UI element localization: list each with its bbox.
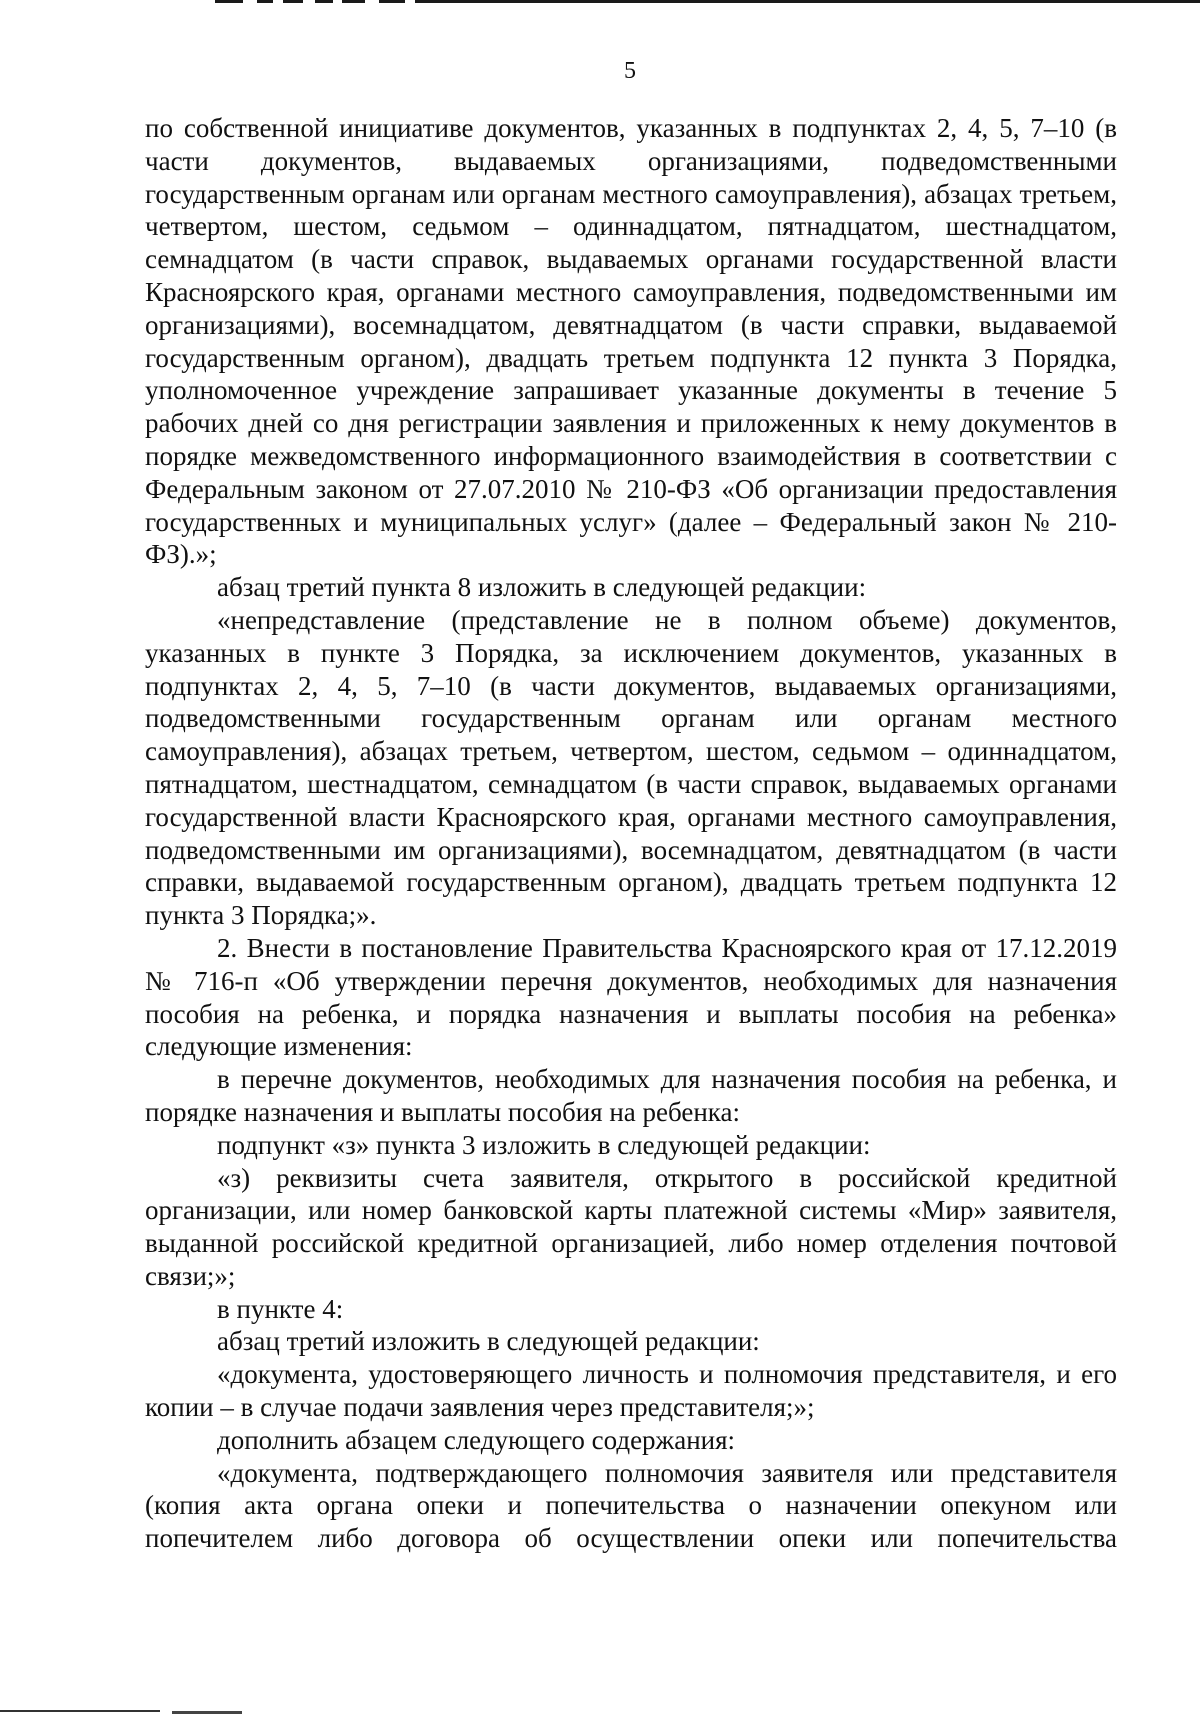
paragraph-quoted-text: «з) реквизиты счета заявителя, открытого в российской кредитной организации, или номер банковской карты платежной системы «Мир» заявителя, выданной российской кредитной организацией, либо номер отделения почтовой связи;»;	[145, 1162, 1117, 1291]
paragraph-quoted-text: «документа, удостоверяющего личность и полномочия представителя, и его копии – в случае подачи заявления через представителя;»;	[145, 1359, 1117, 1423]
scan-border-gap	[303, 0, 315, 3]
document-body	[145, 112, 1117, 1555]
paragraph-amendment-instruction: в пункте 4:	[217, 1293, 344, 1324]
scan-border-gap	[273, 0, 283, 3]
scan-top-border	[215, 0, 1200, 3]
scan-border-gap	[405, 0, 415, 3]
paragraph-quoted-text: «непредставление (представление не в полном объеме) документов, указанных в пункте 3 Порядка, за исключением документов, указанных в подпунктах 2, 4, 5, 7–10 (в части документов, выдаваемых организациями, подведомственными государственным органам или органам местного самоуправления), абзацах третьем, четвертом, шестом, седьмом – одиннадцатом, пятнадцатом, шестнадцатом, семнадцатом (в части справок, выдаваемых органами государственной власти Красноярского края, органами местного самоуправления, подведомственными им организациями), восемнадцатом, девятнадцатом (в части справки, выдаваемой государственным органом), двадцать третьем подпункта 12 пункта 3 Порядка;».	[145, 604, 1117, 931]
scan-border-gap	[365, 0, 379, 3]
paragraph-amendment-instruction: абзац третий пункта 8 изложить в следующей редакции:	[217, 572, 867, 603]
page-number: 5	[624, 58, 636, 84]
paragraph-amendment-instruction: в перечне документов, необходимых для назначения пособия на ребенка, и порядке назначения и выплаты пособия на ребенка:	[145, 1064, 1117, 1127]
paragraph-continuation: по собственной инициативе документов, указанных в подпунктах 2, 4, 5, 7–10 (в части документов, выдаваемых организациями, подведомственными государственным органам или органам местного самоуправления), абзацах третьем, четвертом, шестом, седьмом – одиннадцатом, пятнадцатом, шестнадцатом, семнадцатом (в части справок, выдаваемых органами государственной власти Красноярского края, органами местного самоуправления, подведомственными им организациями), восемнадцатом, девятнадцатом (в части справки, выдаваемой государственным органом), двадцать третьем подпункта 12 пункта 3 Порядка, уполномоченное учреждение запрашивает указанные документы в течение 5 рабочих дней со дня регистрации заявления и приложенных к нему документов в порядке межведомственного информационного взаимодействия в соответствии с Федеральным законом от 27.07.2010 № 210-ФЗ «Об организации предоставления государственных и муниципальных услуг» (далее – Федеральный закон № 210-ФЗ).»;	[145, 113, 1117, 570]
paragraph-quoted-text: «документа, подтверждающего полномочия заявителя или представителя (копия акта органа опеки и попечительства о назначении опекуном или попечителем либо договора об осуществлении опеки или попечительства	[145, 1457, 1117, 1554]
paragraph-amendment-instruction: подпункт «з» пункта 3 изложить в следующей редакции:	[217, 1129, 871, 1160]
scan-border-gap	[243, 0, 257, 3]
paragraph-amendment-instruction: абзац третий изложить в следующей редакции:	[217, 1326, 760, 1357]
scan-bottom-mark	[172, 1711, 242, 1714]
paragraph-item-2: 2. Внести в постановление Правительства Красноярского края от 17.12.2019 № 716-п «Об утверждении перечня документов, необходимых для назначения пособия на ребенка, и порядка назначения и выплаты пособия на ребенка» следующие изменения:	[145, 932, 1117, 1062]
paragraph-amendment-instruction: дополнить абзацем следующего содержания:	[217, 1424, 736, 1455]
scan-bottom-mark	[0, 1710, 160, 1712]
scan-border-gap	[333, 0, 342, 3]
